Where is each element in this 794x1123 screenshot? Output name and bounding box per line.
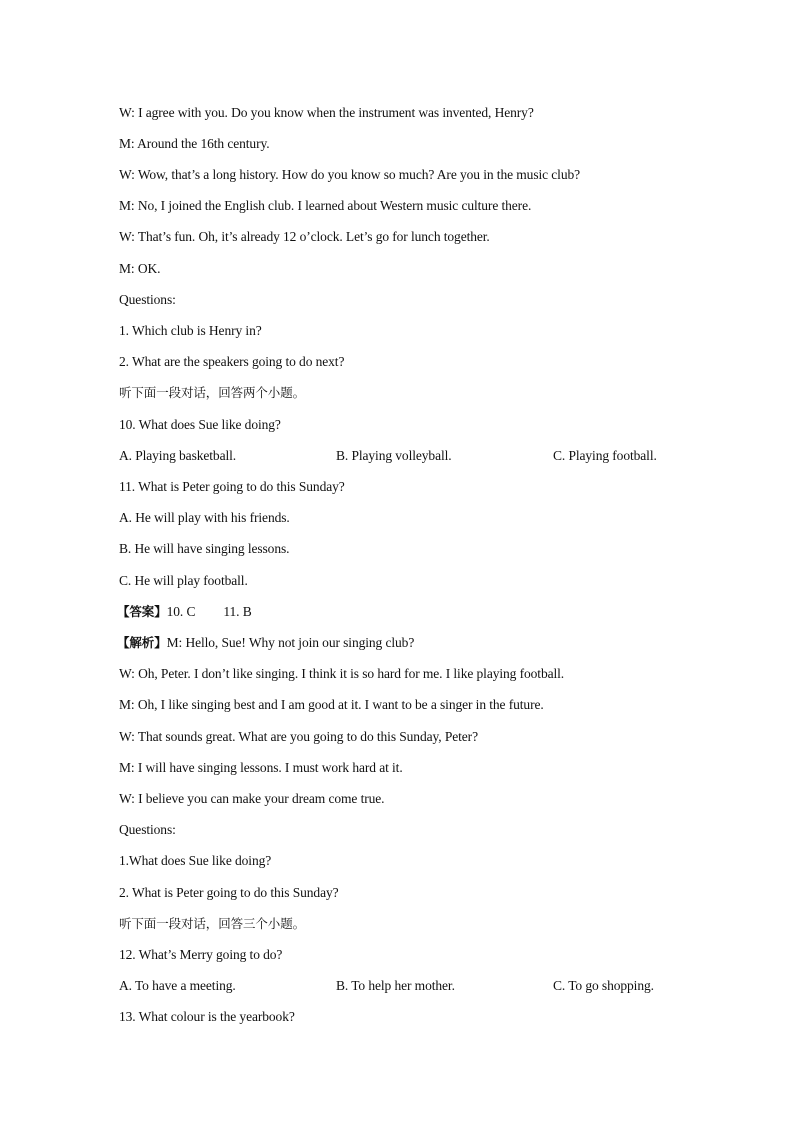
- option-b: B. He will have singing lessons.: [119, 541, 290, 556]
- section-instruction: 听下面一段对话，回答两个小题。: [119, 385, 306, 400]
- dialogue-line: W: Wow, that’s a long history. How do you know so much? Are you in the music club?: [119, 167, 581, 182]
- analysis-line: [117, 634, 414, 652]
- option-a: A. To have a meeting.: [119, 978, 236, 993]
- answer-value: 10. C: [166, 604, 196, 619]
- dialogue-line: M: No, I joined the English club. I learned about Western music culture there.: [119, 198, 532, 213]
- transcript-line: M: Hello, Sue! Why not join our singing club?: [166, 635, 415, 650]
- dialogue-line: W: I agree with you. Do you know when the instrument was invented, Henry?: [119, 105, 534, 120]
- transcript-line: W: Oh, Peter. I don’t like singing. I think it is so hard for me. I like playing football.: [119, 666, 565, 681]
- option-c: C. To go shopping.: [553, 978, 654, 993]
- dialogue-line: M: OK.: [119, 261, 161, 276]
- analysis-label: 【解析】: [117, 635, 167, 650]
- option-a: A. Playing basketball.: [119, 448, 237, 463]
- question-12: 12. What’s Merry going to do?: [119, 947, 283, 962]
- option-c: C. Playing football.: [553, 448, 657, 463]
- question-line: 1.What does Sue like doing?: [119, 853, 272, 868]
- option-b: B. Playing volleyball.: [336, 448, 452, 463]
- question-line: 1. Which club is Henry in?: [119, 323, 262, 338]
- dialogue-line: M: Around the 16th century.: [119, 136, 270, 151]
- answer-line: [117, 603, 252, 621]
- option-a: A. He will play with his friends.: [119, 510, 290, 525]
- dialogue-line: W: That’s fun. Oh, it’s already 12 o’clock. Let’s go for lunch together.: [119, 229, 490, 244]
- section-instruction: 听下面一段对话，回答三个小题。: [119, 916, 306, 931]
- transcript-line: M: I will have singing lessons. I must work hard at it.: [119, 760, 403, 775]
- questions-heading: Questions:: [119, 822, 176, 837]
- answer-label: 【答案】: [117, 604, 167, 619]
- option-b: B. To help her mother.: [336, 978, 455, 993]
- question-line: 2. What is Peter going to do this Sunday?: [119, 885, 339, 900]
- question-11: 11. What is Peter going to do this Sunday?: [119, 479, 345, 494]
- option-c: C. He will play football.: [119, 573, 248, 588]
- transcript-line: W: I believe you can make your dream come true.: [119, 791, 385, 806]
- answer-value: 11. B: [223, 604, 252, 619]
- transcript-line: M: Oh, I like singing best and I am good at it. I want to be a singer in the future.: [119, 697, 544, 712]
- transcript-line: W: That sounds great. What are you going to do this Sunday, Peter?: [119, 729, 478, 744]
- questions-heading: Questions:: [119, 292, 176, 307]
- question-line: 2. What are the speakers going to do next?: [119, 354, 345, 369]
- question-10: 10. What does Sue like doing?: [119, 417, 281, 432]
- question-13: 13. What colour is the yearbook?: [119, 1009, 295, 1024]
